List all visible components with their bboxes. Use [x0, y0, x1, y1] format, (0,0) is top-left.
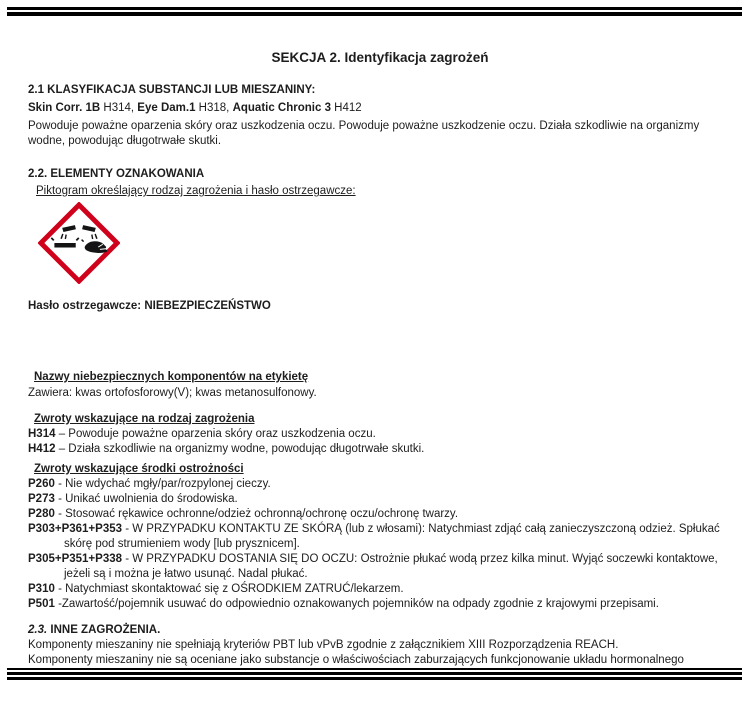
heading-2-2: 2.2. ELEMENTY OZNAKOWANIA [28, 168, 205, 180]
p-code: P310 [28, 583, 55, 595]
p-text: - W PRZYPADKU DOSTANIA SIĘ DO OCZU: Ostrożnie płukać wodą przez kilka minut. Wyjąć soczewki kontaktowe, jeżeli są i można je łatwo usunąć. Nadal płukać. [64, 553, 718, 580]
heading-2-3-number: 2.3. [28, 624, 48, 636]
precautionary-statement-p501 [28, 597, 732, 612]
heading-2-3 [28, 623, 732, 638]
p-text: -Zawartość/pojemnik usuwać do odpowiednio oznakowanych pojemników na odpady zgodnie z krajowymi przepisami. [58, 598, 659, 610]
p-text: - Natychmiast skontaktować się z OŚRODKIEM ZATRUĆ/lekarzem. [58, 583, 404, 595]
precautionary-statement-p305 [28, 552, 732, 582]
hazard-statements-heading: Zwroty wskazujące na rodzaj zagrożenia [34, 413, 255, 425]
p-text: - Nie wdychać mgły/par/rozpylonej cieczy. [58, 478, 271, 490]
hazard-statement-h412 [28, 442, 732, 457]
precautionary-statement-p273 [28, 492, 732, 507]
heading-2-3-text: INNE ZAGROŻENIA. [47, 624, 161, 636]
h-code: H412 [28, 443, 56, 455]
precautionary-heading: Zwroty wskazujące środki ostrożności [34, 463, 244, 475]
h-code: H314 [28, 428, 56, 440]
h-text: – Powoduje poważne oparzenia skóry oraz uszkodzenia oczu. [58, 428, 376, 440]
hazard-class: Skin Corr. 1B [28, 102, 101, 114]
p-code: P305+P351+P338 [28, 553, 123, 565]
p-text: - Stosować rękawice ochronne/odzież ochronną/ochronę oczu/ochronę twarzy. [58, 508, 459, 520]
hazard-class: Aquatic Chronic 3 [232, 102, 331, 114]
precautionary-statement-p260 [28, 477, 732, 492]
p-code: P273 [28, 493, 55, 505]
hazard-class: Eye Dam.1 [137, 102, 196, 114]
classification-line [28, 101, 732, 116]
hazard-code: H318, [195, 102, 233, 114]
section-title: SEKCJA 2. Identyfikacja zagrożeń [271, 50, 489, 65]
pictogram-diamond [41, 205, 117, 281]
h-text: – Działa szkodliwie na organizmy wodne, powodując długotrwałe skutki. [58, 443, 425, 455]
p-code: P303+P361+P353 [28, 523, 123, 535]
p-text: - W PRZYPADKU KONTAKTU ZE SKÓRĄ (lub z włosami): Natychmiast zdjąć całą zanieczyszczoną odzież. Spłukać skórę pod strumieniem wody [lub prysznicem]. [64, 523, 720, 550]
bottom-divider [7, 668, 742, 681]
other-hazards-line-2: Komponenty mieszaniny nie są oceniane jako substancje o właściwościach zaburzających funkcjonowanie układu hormonalnego [28, 654, 684, 666]
p-code: P260 [28, 478, 55, 490]
components-text: Zawiera: kwas ortofosforowy(V); kwas metanosulfonowy. [28, 387, 317, 399]
hazard-statement-h314 [28, 427, 732, 442]
precautionary-statement-p303 [28, 522, 732, 552]
classification-description: Powoduje poważne oparzenia skóry oraz uszkodzenia oczu. Powoduje poważne uszkodzenie oczu. Działa szkodliwie na organizmy wodne, powodując długotrwałe skutki. [28, 120, 700, 147]
p-text: - Unikać uwolnienia do środowiska. [58, 493, 238, 505]
section-2-content [28, 50, 732, 668]
precautionary-statement-p310 [28, 582, 732, 597]
p-code: P501 [28, 598, 55, 610]
signal-word: NIEBEZPIECZEŃSTWO [144, 300, 271, 312]
other-hazards-line-1: Komponenty mieszaniny nie spełniają kryteriów PBT lub vPvB zgodnie z załącznikiem XIII Rozporządzenia REACH. [28, 639, 619, 651]
p-code: P280 [28, 508, 55, 520]
signal-word-line [28, 299, 732, 314]
precautionary-statement-p280 [28, 507, 732, 522]
hazard-code: H314, [100, 102, 138, 114]
heading-2-1: 2.1 KLASYFIKACJA SUBSTANCJI LUB MIESZANINY: [28, 84, 316, 96]
top-divider [7, 7, 742, 17]
hazard-code: H412 [330, 102, 362, 114]
ghs05-corrosion-pictogram [38, 202, 120, 284]
corrosion-pictogram-icon [38, 202, 120, 284]
components-heading: Nazwy niebezpiecznych komponentów na etykietę [34, 371, 309, 383]
pictogram-caption: Piktogram określający rodzaj zagrożenia i hasło ostrzegawcze: [36, 185, 356, 197]
signal-word-label: Hasło ostrzegawcze: [28, 300, 142, 312]
